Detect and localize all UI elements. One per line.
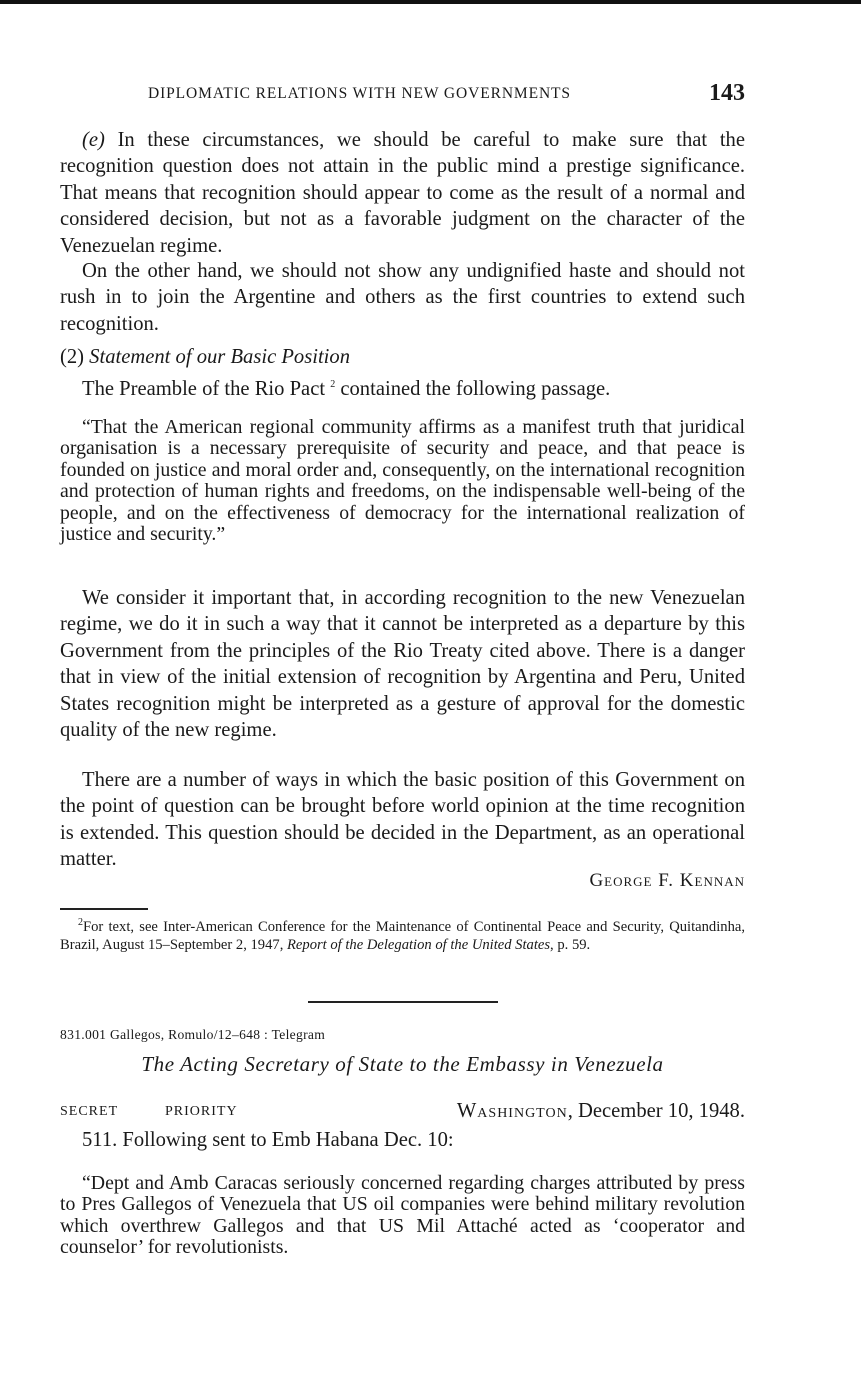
- footnote: [60, 918, 745, 955]
- classification-secret: SECRET: [60, 1104, 119, 1119]
- page-number: 143: [709, 80, 745, 106]
- footnote-text: For text, see Inter-American Conference for the Maintenance of Continental Peace and Security, Quitandinha, Brazil, August 15–September 2, 1947,: [60, 919, 745, 954]
- footnote-rule: [60, 908, 148, 910]
- paragraph-preamble: [60, 376, 745, 402]
- paragraph-e-label: (e): [82, 129, 105, 151]
- preamble-text-after: contained the following passage.: [340, 378, 611, 400]
- paragraph-e-text: In these circumstances, we should be careful to make sure that the recognition question does not attain in the public mind a prestige significance. That means that recognition should appear to come as the result of a normal and considered decision, but not as a favorable judgment on the character of the Venezuelan regime.: [60, 129, 745, 257]
- section-title: Statement of our Basic Position: [89, 346, 351, 368]
- rio-pact-quotation: “That the American regional community affirms as a manifest truth that juridical organisation is a necessary prerequisite of security and peace, and that peace is founded on justice and moral order and, consequently, on the international recognition and protection of human rights and freedoms, on the indispensable well-being of the people, and on the effectiveness of democracy for the international realization of justice and security.”: [60, 416, 745, 546]
- section-heading: [60, 344, 745, 370]
- running-header: [148, 80, 745, 110]
- footnote-page-ref: , p. 59.: [550, 937, 591, 954]
- preamble-text: The Preamble of the Rio Pact: [82, 378, 326, 400]
- dateline-date: , December 10, 1948.: [567, 1100, 745, 1122]
- section-number: (2): [60, 346, 85, 368]
- section-divider: [308, 1001, 498, 1003]
- dateline-place: Washington: [456, 1100, 568, 1122]
- top-edge-rule: [0, 0, 861, 4]
- paragraph-e: [60, 127, 745, 259]
- paragraph-ways: There are a number of ways in which the basic position of this Government on the point of question can be brought before world opinion at the time recognition is extended. This question should be decided in the Department, as an operational matter.: [60, 769, 745, 871]
- document-heading: The Acting Secretary of State to the Embassy in Venezuela: [141, 1052, 664, 1076]
- telegram-quotation: “Dept and Amb Caracas seriously concerned regarding charges attributed by press to Pres Gallegos of Venezuela that US oil companies were behind military revolution which overthrew Gallegos and that US Mil Attaché acted as ‘cooperator and counselor’ for revolutionists.: [60, 1172, 745, 1259]
- footnote-number: 2: [78, 917, 83, 929]
- telegram-opening: 511. Following sent to Emb Habana Dec. 10:: [82, 1129, 454, 1151]
- footnote-report-title: Report of the Delegation of the United States: [287, 937, 551, 954]
- footnote-reference: 2: [330, 379, 336, 391]
- dateline: [457, 1100, 745, 1123]
- paragraph-other-hand: On the other hand, we should not show any undignified haste and should not rush in to join the Argentine and others as the first countries to extend such recognition.: [60, 260, 745, 335]
- classification-priority: PRIORITY: [165, 1104, 238, 1119]
- file-reference: 831.001 Gallegos, Romulo/12–648 : Telegram: [60, 1027, 326, 1042]
- classification-line: [60, 1100, 745, 1126]
- signature: George F. Kennan: [589, 870, 745, 891]
- paragraph-consider: We consider it important that, in according recognition to the new Venezuelan regime, we do it in such a way that it cannot be interpreted as a departure by this Government from the principles of the Rio Treaty cited above. There is a danger that in view of the initial extension of recognition by Argentina and Peru, United States recognition might be interpreted as a gesture of approval for the domestic quality of the new regime.: [60, 587, 745, 742]
- running-title: DIPLOMATIC RELATIONS WITH NEW GOVERNMENTS: [148, 85, 571, 102]
